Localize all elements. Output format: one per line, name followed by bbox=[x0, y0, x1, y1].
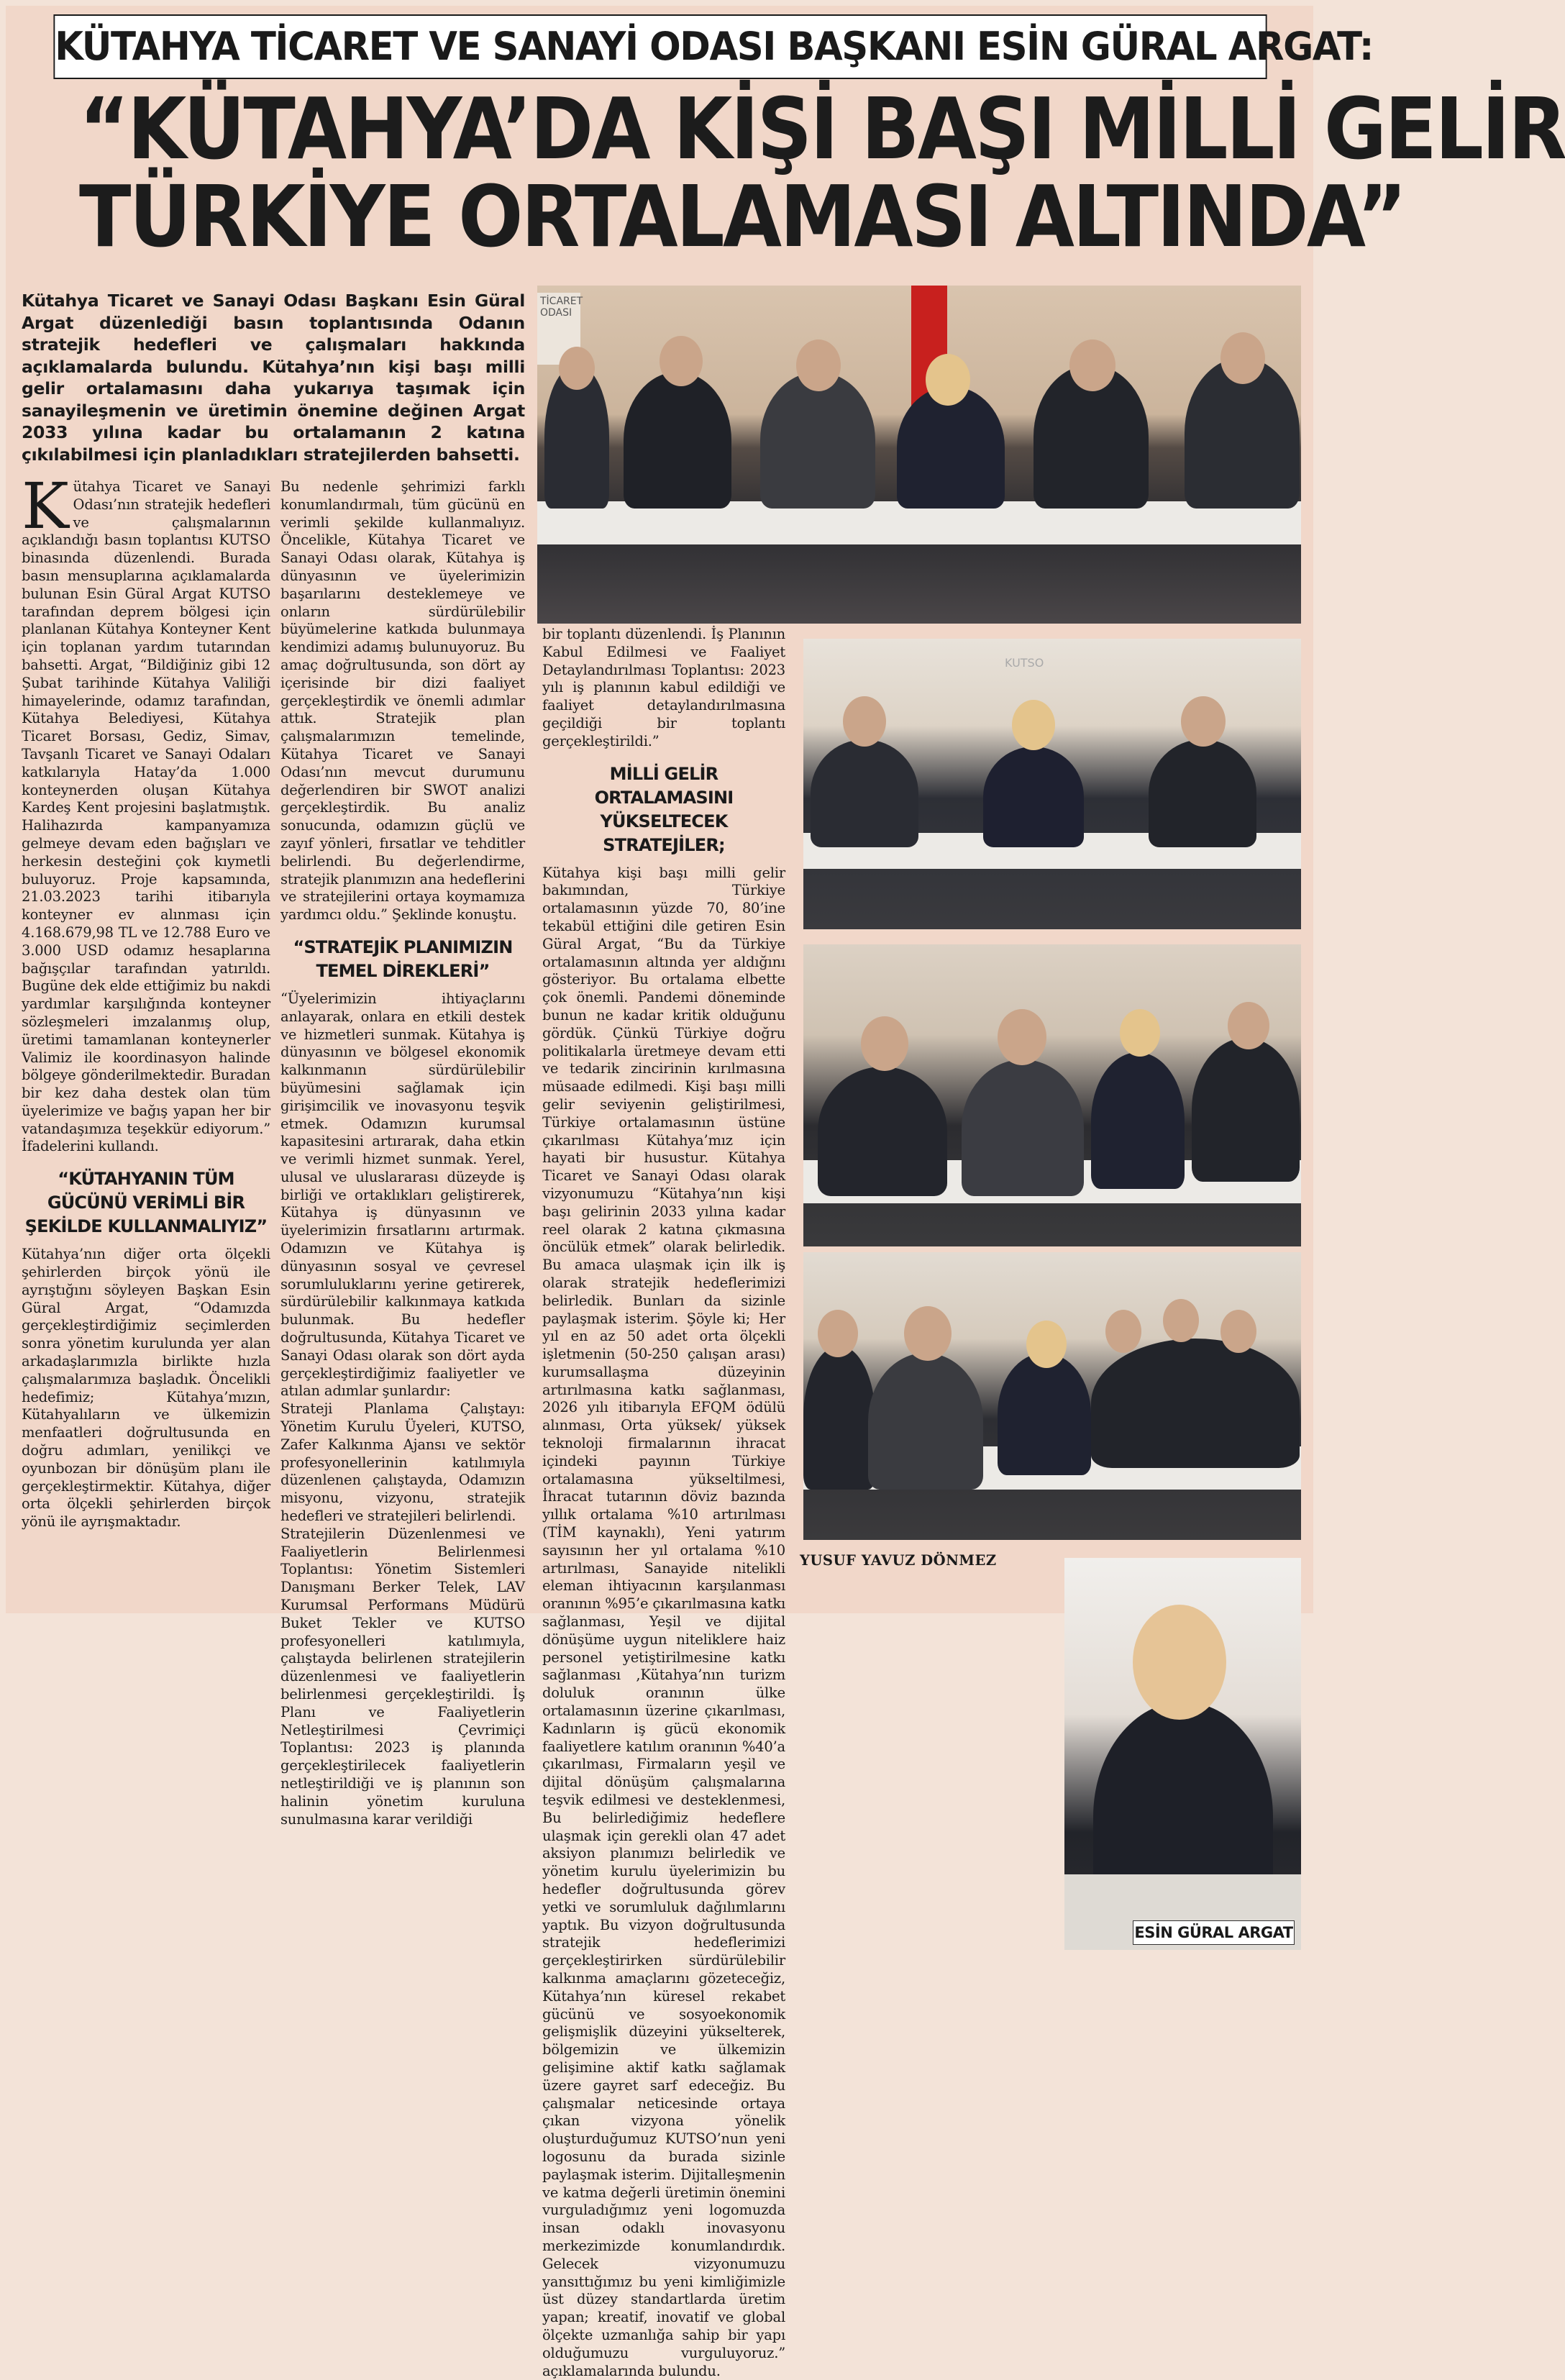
esin-gural-argat-portrait bbox=[1064, 1558, 1301, 1950]
person bbox=[962, 1059, 1084, 1196]
column-2 bbox=[280, 478, 525, 1828]
subhead-3: MİLLİ GELİR ORTALAMASINI YÜKSELTECEK STRATEJİLER; bbox=[594, 763, 734, 855]
headline-line-2: TÜRKİYE ORTALAMASI ALTINDA” bbox=[79, 167, 1405, 266]
person bbox=[1091, 1339, 1300, 1468]
photo-caption: ESİN GÜRAL ARGAT bbox=[1133, 1920, 1295, 1945]
subhead-2: “STRATEJİK PLANIMIZIN TEMEL DİREKLERİ” bbox=[293, 936, 513, 981]
body-paragraph-5: Stratejilerin Düzenlenmesi ve Faaliyetlerin Belirlenmesi Toplantısı: Yönetim Sistemleri Danışmanı Berker Telek, LAV Kurumsal Performans Müdürü Buket Tekler ve KUTSO profesyonelleri katılımıyla, çalıştayda belirlenen stratejilerin düzenlenmesi ve faaliyetlerin belirlenmesi gerçekleştirildi. İş Planı ve Faaliyetlerin Netleştirilmesi Çevrimiçi Toplantısı: 2023 iş planında gerçekleştirilecek faaliyetlerin netleştirildiği ve iş planının son halinin yönetim kuruluna sunulmasına karar verildiği bbox=[280, 1525, 525, 1828]
head bbox=[843, 696, 886, 747]
head bbox=[1163, 1299, 1199, 1342]
person bbox=[1192, 1038, 1300, 1182]
press-conference-photo-1 bbox=[537, 286, 1301, 624]
kicker: KÜTAHYA TİCARET VE SANAYİ ODASI BAŞKANI ESİN GÜRAL ARGAT: bbox=[53, 14, 1267, 79]
press-conference-photo-2 bbox=[803, 639, 1301, 929]
body-paragraph-1: ütahya Ticaret ve Sanayi Odası’nın stratejik hedefleri ve çalışmalarının açıklandığı basın toplantısı KUTSO binasında düzenlendi. Burada basın mensuplarına açıklamalarda bulunan Esin Güral Argat KUTSO tarafından deprem bölgesi için planlanan Kütahya Konteyner Kent için toplanan yardım tutarından bahsetti. Argat, “Bildiğiniz gibi 12 Şubat tarihinde Kütahya Valiliği himayelerinde, odamız tarafından, Kütahya Belediyesi, Kütahya Ticaret Borsası, Gediz, Simav, Tavşanlı Ticaret ve Sanayi Odaları katkılarıyla Hatay’da 1.000 konteynerden oluşan Kütahya Kardeş Kent projesini başlatmıştık. Halihazırda kampanyamıza gelmeye devam eden bağışları ve herkesin desteğini çok kıymetli buluyoruz. Proje kapsamında, 21.03.2023 tarihi itibarıyla konteyner ev alınması için 4.168.679,98 TL ve 12.788 Euro ve 3.000 USD odamız hesaplarına bağışçılar tarafından yatırıldı. Bugüne dek elde ettiğimiz bu nakdi yardımlar karşılığında konteyner sözleşmeleri imzalanmış olup, üretimi tamamlanan konteynerler Valimiz ile koordinasyon halinde bölgeye gönderilmektedir. Buradan bir kez daha destek olan tüm üyelerimize ve bağış yapan her bir vatandaşımıza teşekkür ediyorum.” İfadelerini kullandı. bbox=[22, 478, 270, 1155]
column-3 bbox=[542, 626, 785, 2380]
head bbox=[1105, 1310, 1141, 1353]
odasi-sign: TİCARET ODASI bbox=[537, 293, 580, 365]
person bbox=[998, 1353, 1091, 1475]
head bbox=[818, 1310, 858, 1357]
person bbox=[1091, 1052, 1185, 1189]
head bbox=[1069, 339, 1115, 391]
subhead-1: “KÜTAHYANIN TÜM GÜCÜNÜ VERİMLİ BİR ŞEKİLDE KULLANMALIYIZ” bbox=[24, 1169, 268, 1237]
column-4 bbox=[800, 1552, 1043, 1570]
head bbox=[1220, 1310, 1256, 1353]
lead-paragraph: Kütahya Ticaret ve Sanayi Odası Başkanı Esin Güral Argat düzenlediği basın toplantısında Odanın stratejik hedefleri ve çalışmaları hakkında açıklamalarda bulundu. Kütahya’nın kişi başı milli gelir ortalamasını daha yukarıya taşımak için sanayileşmenin ve üretimin önemine değinen Argat 2033 yılına kadar bu ortalamanın 2 katına çıkılabilmesi için planladıkları stratejilerden bahsetti. bbox=[22, 291, 525, 465]
head bbox=[1012, 700, 1055, 750]
person bbox=[624, 372, 731, 509]
body-paragraph-6: Kütahya kişi başı milli gelir bakımından, Türkiye ortalamasının yüzde 70, 80’ine tekabül ettiğini dile getiren Esin Güral Argat, “Bu da Türkiye ortalamasının altında yer aldığını gösteriyor. Bu ortalama elbette çok önemli. Pandemi döneminde bunun ne kadar kritik olduğunu gördük. Çünkü Türkiye doğru politikalarla üretmeye devam etti ve tedarik zincirinin kırılmasına müsaade edilmedi. Kişi başı milli gelir seviyenin geliştirilmesi, Türkiye ortalamasının üstüne çıkarılması Kütahya’mız için hayati bir husustur. Kütahya Ticaret ve Sanayi Odası olarak vizyonumuzu “Kütahya’nın kişi başı gelirinin 2033 yılına kadar reel olarak 2 katına çıkmasına öncülük etmek” olarak belirledik. Bu amaca ulaşmak için ilk iş olarak stratejik hedeflerimizi belirledik. Bunları da sizinle paylaşmak isterim. Şöyle ki; Her yıl en az 50 adet orta ölçekli işletmenin (50-250 çalışan arası) kurumsallaşma düzeyinin artırılmasına katkı sağlanması, 2026 yılı itibarıyla EFQM ödülü alınması, Orta yüksek/ yüksek teknoloji firmalarının ihracat içindeki payının Türkiye ortalamasına yükseltilmesi, İhracat tutarının döviz bazında yıllık ortalama %10 artırılması (TİM kaynaklı), Yeni yatırım sayısının her yıl ortalama %10 artırılması, Sanayide nitelikli eleman ihtiyacının karşılanması oranının %95’e çıkarılmasına katkı sağlanması, Yeşil ve dijital dönüşüme uygun niteliklere haiz personel yetiştirilmesine katkı sağlanması ,Kütahya’nın turizm doluluk oranının ülke ortalamasının üzerine çıkarılması, Kadınların iş gücü ekonomik faaliyetlere katılım oranının %40’a çıkarılması, Firmaların yeşil ve dijital dönüşüm çalışmalarına teşvik edilmesi ve desteklenmesi, Bu belirlediğimiz hedeflere ulaşmak için gerekli olan 47 adet aksiyon planımızı belirledik ve yönetim kurulu üyelerimizin bu hedefler doğrultusunda görev yetki ve sorumluluk dağılımlarını yaptık. Bu vizyon doğrultusunda stratejik hedeflerimizi gerçekleştirirken sürdürülebilir kalkınma amaçlarını gözeteceğiz, Kütahya’nın küresel rekabet gücünü ve sosyoekonomik gelişmişlik düzeyini yükselterek, bölgemizin ve ülkemizin gelişimine aktif katkı sağlamak üzere gayret sarf edeceğiz. Bu çalışmalar neticesinde ortaya çıkan vizyona yönelik oluşturduğumuz KUTSO’nun yeni logosunu da burada sizinle paylaşmak isterim. Dijitalleşmenin ve katma değerli üretimin önemini vurguladığımız yeni logomuzda insan odaklı inovasyonu merkezimizde konumlandırdık. Gelecek vizyonumuzu yansıttığımız bu yeni kimliğimizle üst düzey standartlarda üretim yapan; kreatif, inovatif ve global ölçekte uzmanlığa sahip bir yapı olduğumuzu vurguluyoruz.” açıklamalarında bulundu. bbox=[542, 864, 785, 2379]
headline-line-1: “KÜTAHYA’DA KİŞİ BAŞI MİLLİ GELİR bbox=[79, 79, 1565, 178]
drop-cap: K bbox=[22, 469, 69, 543]
head bbox=[660, 336, 703, 386]
press-conference-photo-3 bbox=[803, 944, 1301, 1246]
person bbox=[868, 1353, 983, 1490]
body-paragraph-2: Kütahya’nın diğer orta ölçekli şehirlerden birçok yönü ile ayrıştığını söyleyen Başkan Esin Güral Argat, “Odamızda gerçekleştirdiğimiz seçimlerden sonra yönetim kurulunda yer alan arkadaşlarımızla birlikte hızla çalışmalarımıza başladık. Öncelikli hedefimiz; Kütahya’mızın, Kütahyalıların ve ülkemizin menfaatleri doğrultusunda en doğru adımları, yenilikçi ve oyunbozan bir dönüşüm planı ile gerçekleştirmektir. Kütahya, diğer orta ölçekli şehirlerden birçok yönü ile ayrışmaktadır. bbox=[22, 1246, 270, 1531]
headline bbox=[14, 79, 1565, 266]
press-conference-photo-4 bbox=[803, 1252, 1301, 1540]
body-paragraph-2-cont: Bu nedenle şehrimizi farklı konumlandırmalı, tüm gücünü en verimli şekilde kullanmalıyız. Öncelikle, Kütahya Ticaret ve Sanayi Odası olarak, Kütahya iş dünyasının ve üyelerimizin başarılarını desteklemeye ve onların sürdürülebilir büyümelerine katkıda bulunmaya kendimizi adamış bulunuyoruz. Bu amaç doğrultusunda, son dört ay içerisinde bir dizi faaliyet gerçekleştirdik ve önemli adımlar attık. Stratejik plan çalışmalarımızın temelinde, Kütahya Ticaret ve Sanayi Odası’nın mevcut durumunu değerlendiren bir SWOT analizi gerçekleştirdik. Bu analiz sonucunda, odamızın güçlü ve zayıf yönleri, fırsatlar ve tehditler belirlendi. Bu değerlendirme, stratejik planımızın ana hedeflerini ve stratejilerini ortaya koymamıza yardımcı oldu.” Şeklinde konuştu. bbox=[280, 478, 525, 924]
person bbox=[818, 1067, 947, 1196]
head bbox=[998, 1009, 1046, 1065]
person bbox=[983, 747, 1084, 847]
head bbox=[1026, 1321, 1067, 1368]
head bbox=[904, 1306, 952, 1361]
head bbox=[926, 354, 970, 406]
head bbox=[1228, 1002, 1269, 1049]
kutso-backdrop: KUTSO bbox=[1005, 656, 1044, 670]
head bbox=[1220, 332, 1265, 384]
head bbox=[1120, 1009, 1160, 1057]
body-paragraph-5-cont: bir toplantı düzenlendi. İş Planının Kabul Edilmesi ve Faaliyet Detaylandırılması Toplantısı: 2023 yılı iş planının kabul edildiği ve faaliyet detaylandırılmasına geçildiği bir toplantı gerçekleştirildi.” bbox=[542, 626, 785, 749]
head bbox=[1133, 1605, 1226, 1720]
person bbox=[811, 739, 918, 847]
body-paragraph-4: Strateji Planlama Çalıştayı: Yönetim Kurulu Üyeleri, KUTSO, Zafer Kalkınma Ajansı ve sektör profesyonellerinin katılımıyla düzenlenen çalıştayda, Odamızın misyonu, vizyonu, stratejik hedefleri ve stratejileri belirlendi. bbox=[280, 1400, 525, 1525]
head bbox=[559, 347, 595, 390]
head bbox=[796, 339, 841, 391]
person bbox=[760, 372, 875, 509]
person bbox=[1149, 739, 1256, 847]
head bbox=[1181, 696, 1226, 747]
head bbox=[861, 1016, 908, 1071]
person bbox=[803, 1346, 875, 1490]
body-paragraph-3: “Üyelerimizin ihtiyaçlarını anlayarak, onlara en etkili destek ve hizmetleri sunmak. Kütahya iş dünyasının ve bölgesel ekonomik kalkınmanın sürdürülebilir büyümesini sağlamak için girişimcilik ve inovasyonu teşvik etmek. Odamızın kurumsal kapasitesini artırarak, daha etkin ve verimli hizmet sunmak. Yerel, ulusal ve uluslararası düzeyde iş birliği ve ortaklıkları geliştirerek, Kütahya iş dünyasının ve üyelerimizin fırsatlarını artırmak. Odamızın ve Kütahya iş dünyasının sosyal ve çevresel sorumluluklarını yerine getirerek, sürdürülebilir kalkınmaya katkıda bulunmak. Bu hedefler doğrultusunda, Kütahya Ticaret ve Sanayi Odası olarak son dört ayda gerçekleştirdiğimiz faaliyetler ve atılan adımlar şunlardır: bbox=[280, 990, 525, 1400]
byline: YUSUF YAVUZ DÖNMEZ bbox=[800, 1552, 997, 1569]
column-1 bbox=[22, 469, 270, 1531]
